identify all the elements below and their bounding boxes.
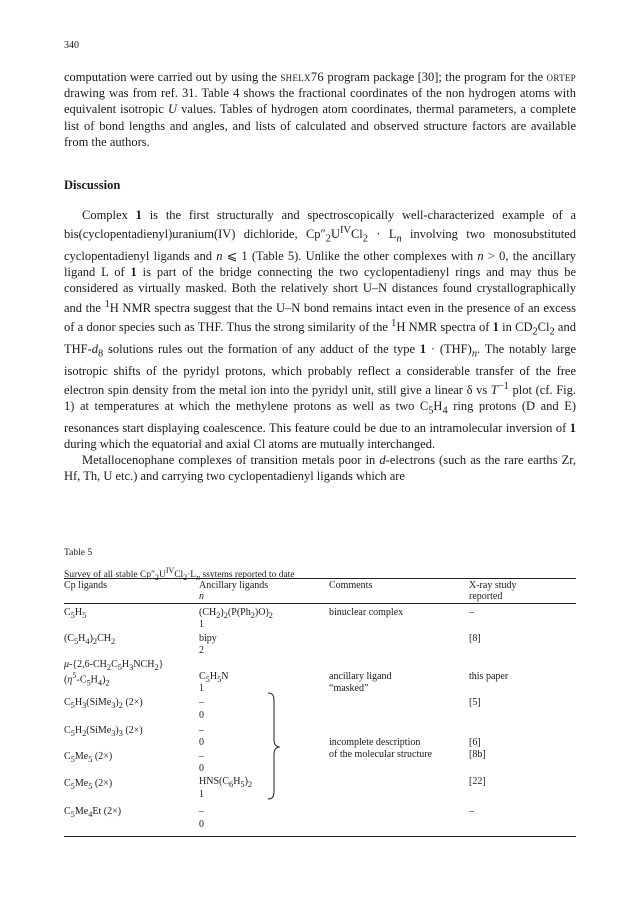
row-ancillary: bipy (199, 633, 217, 644)
header-ancillary: Ancillary ligands (199, 580, 269, 591)
row-xray: this paper (469, 671, 509, 682)
row-comment-line2: “masked” (329, 683, 369, 694)
header-xray: X-ray study (469, 580, 517, 591)
row-cp-line2: $(\eta^5-C_5H_4)_2$ (64, 671, 110, 688)
row-xray: [8b] (469, 749, 486, 760)
table-label: Table 5 (64, 548, 93, 558)
row-comment: ancillary ligand (329, 671, 392, 682)
row-ancillary: – (199, 697, 204, 708)
section-heading: Discussion (64, 178, 121, 192)
table-bottom-rule (64, 836, 576, 837)
row-cp: $(C_5H_4)_2CH_2$ (64, 633, 116, 646)
row-n: 1 (199, 619, 204, 630)
intro-text: computation were carried out by using the shelx76 program package [30]; the program for the ortep drawing was from ref. 31. Table 4 shows the fractional coordinates of the non hydrogen atoms with equivalent isotropic U values. Tables of hydrogen atom coordinates, thermal parameters, a complete list of bond lengths and angles, and lists of calculated and observed structure factors are available from the authors. (64, 70, 576, 149)
table-5 (64, 578, 576, 848)
row-ancillary: – (199, 751, 204, 762)
row-xray: – (469, 806, 474, 817)
right-brace-icon (266, 691, 280, 801)
row-xray: [6] (469, 737, 481, 748)
row-cp: $C_5H_3(SiMe_3)_2$ (2×) (64, 697, 143, 710)
row-cp: $C_5H_2(SiMe_3)_3$ (2×) (64, 725, 143, 738)
row-ancillary: $(CH_2)_2(P(Ph_2)O)_2$ (199, 607, 273, 620)
row-n: 2 (199, 645, 204, 656)
header-ancillary-n: n (199, 591, 204, 602)
discussion-paragraph-1: Complex 1 is the first structurally and spectroscopically well-characterized example of a bis(cyclopentadienyl)uranium(IV) dichloride, $Cp''_2U^{IV}Cl_2 \cdot L_n$ involving two monosubstituted cyclopentadienyl ligands and n ⩽ 1 (Table 5). Unlike the other complexes with n > 0, the ancillary ligand L of 1 is part of the bridge connecting the two cyclopentadienyl rings and may thus be considered as virtually masked. Both the relatively short U–N distances found crystallographically and the $^1$H NMR spectra suggest that the U–N bond remains intact even in the presence of an excess of a donor species such as THF. Thus the strong similarity of the $^1$H NMR spectra of 1 in $CD_2Cl_2$ and THF-$d_8$ solutions rules out the formation of any adduct of the type $1 \cdot (THF)_n$. The notably large isotropic shifts of the pyridyl protons, which probably reflect a considerable transfer of the free electron spin density from the metal ion into the pyridyl unit, still give a linear δ vs $T^{-1}$ plot (cf. Fig. 1) at temperatures at which the methylene protons as well as two $C_5H_4$ ring protons (D and E) resonances start displaying coalescence. This feature could be due to an intramolecular inversion of 1 during which the equatorial and axial Cl atoms are mutually interchanged. (64, 208, 577, 452)
row-ancillary: – (199, 725, 204, 736)
table-title: Survey of all stable $Cp''_2U^{IV}Cl_2\cdot L_n$ ssytems reported to date (64, 566, 295, 583)
header-xray-reported: reported (469, 591, 503, 602)
discussion-paragraph-2: Metallocenophane complexes of transition metals poor in d-electrons (such as the rare earths Zr, Hf, Th, U etc.) and carrying two cyclopentadienyl ligands which are (64, 453, 577, 484)
row-cp: $C_5Me_5$ (2×) (64, 751, 113, 764)
header-comments: Comments (329, 580, 373, 591)
row-cp: $C_5H_5$ (64, 607, 87, 620)
discussion-body (64, 207, 576, 485)
row-xray: – (469, 607, 474, 618)
row-n: 0 (199, 763, 204, 774)
row-n: 0 (199, 710, 204, 721)
row-n: 1 (199, 683, 204, 694)
row-n: 0 (199, 819, 204, 830)
row-n: 1 (199, 789, 204, 800)
table-header-rule (64, 603, 576, 604)
row-cp: $\mu-\{2,6-CH_2C_5H_3NCH_2\}$ (64, 659, 164, 672)
row-comment: incomplete description (329, 737, 421, 748)
row-xray: [8] (469, 633, 481, 644)
row-ancillary: – (199, 806, 204, 817)
row-cp: $C_5Me_5$ (2×) (64, 778, 113, 791)
row-ancillary: $C_5H_5N$ (199, 671, 229, 684)
header-cp: Cp ligands (64, 580, 108, 591)
page-number: 340 (64, 40, 79, 51)
row-comment: binuclear complex (329, 607, 404, 618)
intro-paragraph (64, 69, 576, 150)
table-top-rule (64, 578, 576, 579)
row-xray: [5] (469, 697, 481, 708)
row-xray: [22] (469, 776, 486, 787)
row-cp: $C_5Me_4Et$ (2×) (64, 806, 122, 819)
row-comment: of the molecular structure (329, 749, 433, 760)
row-ancillary: $HNS(C_6H_5)_2$ (199, 776, 253, 789)
row-n: 0 (199, 737, 204, 748)
